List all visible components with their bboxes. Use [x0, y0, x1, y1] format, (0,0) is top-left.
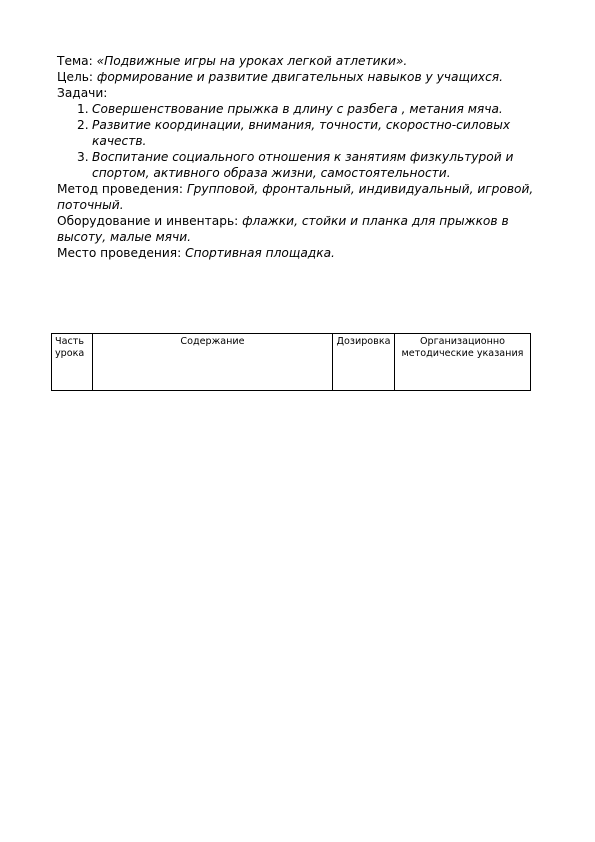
- header-cell-content: Содержание: [93, 334, 333, 391]
- header-cell-dosage: Дозировка: [333, 334, 395, 391]
- equipment-line: [57, 213, 557, 245]
- place-value: Спортивная площадка.: [185, 246, 335, 260]
- task-item: [77, 149, 557, 181]
- tasks-heading: Задачи:: [57, 86, 108, 100]
- equipment-value: флажки, стойки и планка для прыжков в высоту, малые мячи.: [57, 214, 509, 244]
- lesson-plan-table: [51, 333, 531, 391]
- topic-value: «Подвижные игры на уроках легкой атлетики».: [96, 54, 408, 68]
- goal-value: формирование и развитие двигательных навыков у учащихся.: [96, 70, 503, 84]
- place-line: [57, 245, 557, 261]
- task-item: [77, 101, 557, 117]
- goal-label: Цель:: [57, 70, 94, 84]
- task-number: 2.: [77, 118, 89, 132]
- task-number: 3.: [77, 150, 89, 164]
- task-text: Развитие координации, внимания, точности, скоростно-силовых качеств.: [92, 118, 511, 148]
- method-value: Групповой, фронтальный, индивидуальный, игровой, поточный.: [57, 182, 534, 212]
- table-header-row: [52, 334, 531, 391]
- method-label: Метод проведения:: [57, 182, 183, 196]
- header-cell-guidelines: Организационно методические указания: [395, 334, 531, 391]
- task-text: Совершенствование прыжка в длину с разбега , метания мяча.: [92, 102, 503, 116]
- document-body: [57, 53, 557, 261]
- goal-line: [57, 69, 557, 85]
- topic-label: Тема:: [57, 54, 93, 68]
- topic-line: [57, 53, 557, 69]
- tasks-list: [57, 101, 557, 181]
- task-number: 1.: [77, 102, 89, 116]
- task-item: [77, 117, 557, 149]
- method-line: [57, 181, 557, 213]
- place-label: Место проведения:: [57, 246, 182, 260]
- task-text: Воспитание социального отношения к занятиям физкультурой и спортом, активного образа жизни, самостоятельности.: [92, 150, 514, 180]
- header-cell-lesson-part: Часть урока: [52, 334, 93, 391]
- equipment-label: Оборудование и инвентарь:: [57, 214, 239, 228]
